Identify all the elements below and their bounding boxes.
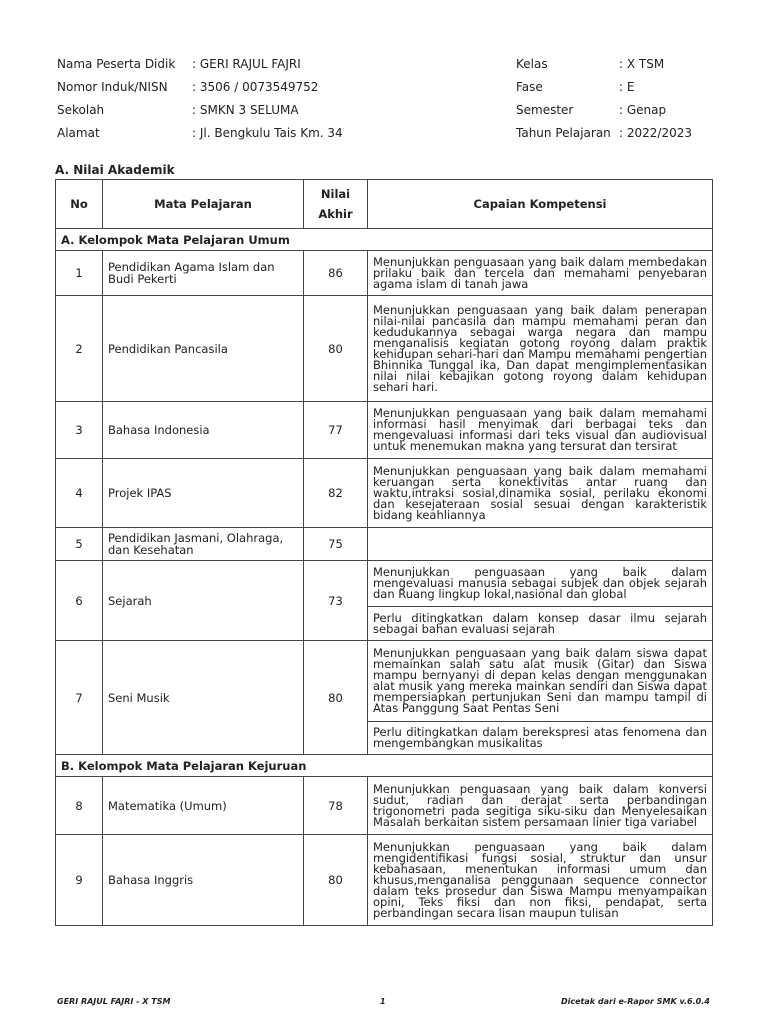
row-no: 3 — [56, 402, 103, 459]
label-name: Nama Peserta Didik — [57, 57, 176, 71]
value-nisn: : 3506 / 0073549752 — [192, 80, 319, 94]
row-no: 4 — [56, 459, 103, 528]
value-year: : 2022/2023 — [619, 126, 692, 140]
row-subject: Bahasa Inggris — [103, 835, 304, 926]
row-subject: Projek IPAS — [103, 459, 304, 528]
row-no: 7 — [56, 641, 103, 755]
row-no: 9 — [56, 835, 103, 926]
group-label-general: A. Kelompok Mata Pelajaran Umum — [56, 229, 713, 251]
row-no: 6 — [56, 561, 103, 641]
row-competency: Menunjukkan penguasaan yang baik dalam mengidentifikasi fungsi sosial, struktur dan unsur kebahasaan, menentukan informasi umum dan khusus,menganalisa penggunaan sequence connector dalam teks prosedur dan Siswa Mampu menyampaikan opini, Teks fiksi dan non fiksi, pendapat, serta perbandingan secara lisan maupun tulisan — [368, 835, 713, 926]
footer-student: GERI RAJUL FAJRI - X TSM — [57, 997, 171, 1006]
value-name: : GERI RAJUL FAJRI — [192, 57, 301, 71]
footer-printed-by: Dicetak dari e-Rapor SMK v.6.0.4 — [561, 997, 710, 1006]
label-year: Tahun Pelajaran — [516, 126, 611, 140]
row-competency: Menunjukkan penguasaan yang baik dalam penerapan nilai-nilai pancasila dan mampu memahami peran dan kedudukannya sebagai warga negara dan mampu menganalisis kegiatan gotong royong dalam praktik kehidupan sehari-hari dan Mampu memahami pengertian Bhinnika Tunggal ika, Dan dapat mengimplementasikan nilai nilai kebajikan gotong royong dalam kehidupan sehari hari. — [368, 296, 713, 402]
row-subject: Sejarah — [103, 561, 304, 641]
table-row — [56, 835, 713, 926]
row-competency: Menunjukkan penguasaan yang baik dalam siswa dapat memainkan salah satu alat musik (Gitar) dan Siswa mampu bernyanyi di depan kelas dengan menggunakan alat musik yang mereka mainkan sendiri dan Siswa dapat mempersiapkan pertunjukan Seni dan mampu tampil di Atas Panggung Saat Pentas Seni — [368, 641, 713, 722]
header-subject: Mata Pelajaran — [103, 180, 304, 229]
table-row — [56, 251, 713, 296]
row-no: 5 — [56, 528, 103, 561]
label-school: Sekolah — [57, 103, 105, 117]
row-no: 2 — [56, 296, 103, 402]
label-nisn: Nomor Induk/NISN — [57, 80, 168, 94]
section-title: A. Nilai Akademik — [55, 163, 175, 177]
value-class: : X TSM — [619, 57, 665, 71]
row-competency: Perlu ditingkatkan dalam konsep dasar ilmu sejarah sebagai bahan evaluasi sejarah — [368, 607, 713, 641]
grades-table — [55, 179, 713, 926]
row-score: 80 — [304, 641, 368, 755]
header-competency: Capaian Kompetensi — [368, 180, 713, 229]
group-row-general — [56, 229, 713, 251]
footer-page-number: 1 — [380, 997, 386, 1006]
row-score: 77 — [304, 402, 368, 459]
row-competency: Menunjukkan penguasaan yang baik dalam mengevaluasi manusia sebagai subjek dan objek sejarah dan Ruang lingkup lokal,nasional dan global — [368, 561, 713, 607]
label-class: Kelas — [516, 57, 548, 71]
group-label-vocational: B. Kelompok Mata Pelajaran Kejuruan — [56, 755, 713, 777]
row-score: 75 — [304, 528, 368, 561]
header-score: Nilai Akhir — [304, 180, 368, 229]
label-semester: Semester — [516, 103, 574, 117]
row-score: 78 — [304, 777, 368, 835]
row-score: 80 — [304, 296, 368, 402]
table-row — [56, 296, 713, 402]
row-score: 82 — [304, 459, 368, 528]
table-row — [56, 641, 713, 722]
table-row — [56, 402, 713, 459]
row-subject: Seni Musik — [103, 641, 304, 755]
row-competency — [368, 528, 713, 561]
row-score: 73 — [304, 561, 368, 641]
row-competency: Menunjukkan penguasaan yang baik dalam membedakan prilaku baik dan tercela dan memahami penyebaran agama islam di tanah jawa — [368, 251, 713, 296]
header-no: No — [56, 180, 103, 229]
table-row — [56, 777, 713, 835]
row-subject: Pendidikan Pancasila — [103, 296, 304, 402]
row-no: 8 — [56, 777, 103, 835]
label-phase: Fase — [516, 80, 543, 94]
label-address: Alamat — [57, 126, 100, 140]
table-row — [56, 459, 713, 528]
table-row — [56, 561, 713, 607]
table-header — [56, 180, 713, 229]
row-score: 86 — [304, 251, 368, 296]
row-competency: Perlu ditingkatkan dalam berekspresi atas fenomena dan mengembangkan musikalitas — [368, 722, 713, 755]
row-competency: Menunjukkan penguasaan yang baik dalam memahami informasi hasil menyimak dari berbagai teks dan mengevaluasi informasi dari teks visual dan audiovisual untuk menemukan makna yang tersurat dan tersirat — [368, 402, 713, 459]
table-row — [56, 528, 713, 561]
row-subject: Matematika (Umum) — [103, 777, 304, 835]
row-no: 1 — [56, 251, 103, 296]
group-row-vocational — [56, 755, 713, 777]
row-subject: Pendidikan Jasmani, Olahraga, dan Kesehatan — [103, 528, 304, 561]
value-semester: : Genap — [619, 103, 667, 117]
value-phase: : E — [619, 80, 635, 94]
row-competency: Menunjukkan penguasaan yang baik dalam konversi sudut, radian dan derajat serta perbandingan trigonometri pada segitiga siku-siku dan Menyelesaikan Masalah berkaitan sistem persamaan linier tiga variabel — [368, 777, 713, 835]
row-subject: Pendidikan Agama Islam dan Budi Pekerti — [103, 251, 304, 296]
row-subject: Bahasa Indonesia — [103, 402, 304, 459]
row-competency: Menunjukkan penguasaan yang baik dalam memahami keruangan serta konektivitas antar ruang dan waktu,intraksi sosial,dinamika sosial, perilaku ekonomi dan kesejateraan sosial sesuai dengan karakteristik bidang keahliannya — [368, 459, 713, 528]
value-address: : Jl. Bengkulu Tais Km. 34 — [192, 126, 343, 140]
value-school: : SMKN 3 SELUMA — [192, 103, 299, 117]
row-score: 80 — [304, 835, 368, 926]
